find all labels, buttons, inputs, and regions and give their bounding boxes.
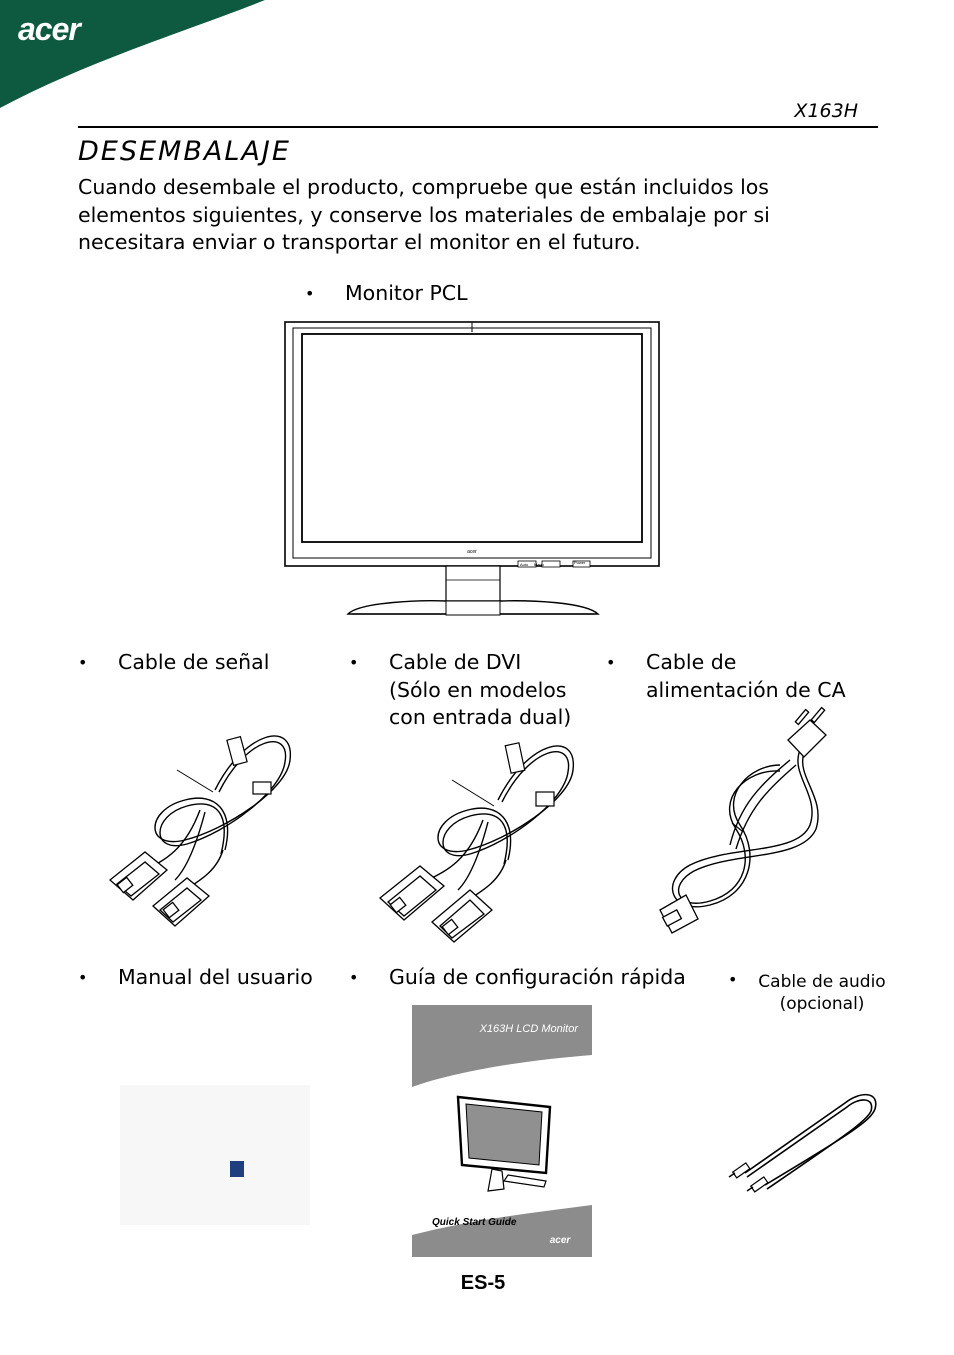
monitor-illustration bbox=[280, 318, 665, 624]
item-label-line-2: (Sólo en modelos bbox=[389, 677, 567, 702]
item-label: Guía de configuración rápida bbox=[389, 965, 686, 989]
list-item-signal-cable bbox=[78, 649, 338, 679]
bullet: • bbox=[78, 968, 88, 987]
signal-cable-illustration bbox=[105, 720, 305, 940]
list-item-user-manual bbox=[78, 964, 348, 994]
list-item-dvi-cable bbox=[349, 649, 599, 733]
acer-logo: acer bbox=[18, 11, 80, 47]
item-label-line-3: con entrada dual) bbox=[389, 705, 572, 729]
item-label: Cable de señal bbox=[118, 650, 270, 674]
page-number: ES-5 bbox=[460, 1272, 506, 1294]
monitor-brand-label: acer bbox=[467, 549, 477, 555]
bullet: • bbox=[606, 653, 616, 672]
list-item-audio-cable bbox=[728, 970, 898, 1020]
item-label: Manual del usuario bbox=[118, 965, 313, 989]
power-cable-illustration bbox=[650, 705, 840, 940]
header-rule bbox=[78, 126, 878, 128]
monitor-button-power: Power bbox=[574, 560, 586, 565]
item-label-line-2: (opcional) bbox=[779, 994, 865, 1014]
user-manual-illustration bbox=[120, 1085, 310, 1225]
bullet: • bbox=[728, 970, 738, 989]
item-label: Monitor PCL bbox=[345, 281, 468, 305]
monitor-button-menu: Menu bbox=[534, 562, 545, 567]
model-label: X163H bbox=[794, 100, 858, 122]
list-item-quick-guide bbox=[349, 964, 709, 994]
item-label-line-2: alimentación de CA bbox=[646, 677, 846, 702]
item-label-line-1: Cable de DVI bbox=[389, 650, 522, 674]
brand-band bbox=[0, 0, 270, 110]
bullet: • bbox=[78, 653, 88, 672]
bullet: • bbox=[349, 968, 359, 987]
audio-cable-illustration bbox=[725, 1085, 885, 1195]
list-item-monitor bbox=[305, 280, 605, 310]
bullet: • bbox=[349, 653, 359, 672]
item-label-line-1: Cable de audio bbox=[758, 972, 886, 992]
intro-paragraph: Cuando desembale el producto, compruebe que están incluidos los elementos siguientes, y conserve los materiales de embalaje por si necesitara enviar o transportar el monitor en el futuro. bbox=[78, 175, 770, 254]
list-item-power-cable bbox=[606, 649, 866, 705]
cover-model-line: X163H LCD Monitor bbox=[479, 1023, 578, 1035]
section-title: DESEMBALAJE bbox=[78, 136, 291, 167]
cover-brand: acer bbox=[549, 1235, 571, 1246]
dvi-cable-illustration bbox=[378, 730, 588, 950]
cover-guide-title: Quick Start Guide bbox=[432, 1217, 517, 1228]
monitor-button-auto: Auto bbox=[520, 562, 529, 567]
bullet: • bbox=[305, 284, 315, 303]
item-label-line-1: Cable de bbox=[646, 650, 737, 674]
manual-mark-icon bbox=[230, 1161, 244, 1177]
quick-guide-cover bbox=[410, 1005, 594, 1260]
